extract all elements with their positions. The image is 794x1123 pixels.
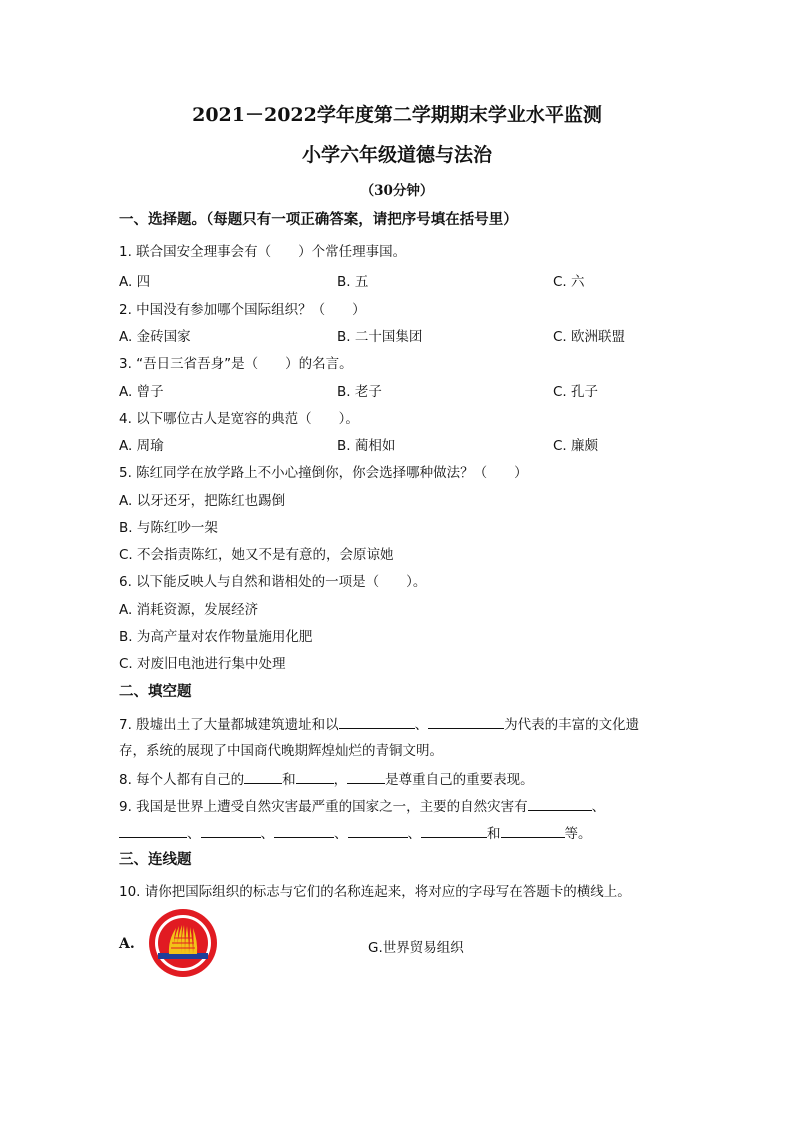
q4-option-b: B. 蔺相如	[337, 438, 396, 454]
question-2: 2. 中国没有参加哪个国际组织？（ ）	[119, 302, 366, 318]
q8-text-4: 是尊重自己的重要表现。	[385, 772, 534, 788]
q8-blank-2[interactable]	[296, 769, 334, 784]
question-5: 5. 陈红同学在放学路上不小心撞倒你，你会选择哪种做法？（ ）	[119, 465, 528, 481]
q9-sep: 、	[187, 826, 201, 842]
question-6: 6. 以下能反映人与自然和谐相处的一项是（ ）。	[119, 574, 427, 590]
q2-option-b: B. 二十国集团	[337, 329, 423, 345]
question-3: 3. “吾日三省吾身”是（ ）的名言。	[119, 356, 353, 372]
section-match: 三、连线题	[119, 852, 192, 868]
exam-duration: （30分钟）	[360, 183, 434, 199]
q3-option-b: B. 老子	[337, 384, 382, 400]
q8-text-2: 和	[282, 772, 296, 788]
exam-subtitle: 小学六年级道德与法治	[301, 144, 492, 166]
q8-text-3: ，	[333, 772, 348, 788]
q8-blank-3[interactable]	[347, 769, 385, 784]
q1-option-a: A. 四	[119, 274, 151, 290]
question-7	[119, 714, 639, 734]
q9-sep: 、	[260, 826, 274, 842]
q4-option-a: A. 周瑜	[119, 438, 164, 454]
q9-sep: 、	[407, 826, 421, 842]
question-7-line-2: 存，系统的展现了中国商代晚期辉煌灿烂的青铜文明。	[119, 743, 443, 759]
question-9-line-2	[119, 823, 592, 843]
q5-option-b: B. 与陈红吵一架	[119, 520, 218, 536]
q8-text-1: 8. 每个人都有自己的	[119, 772, 245, 788]
q9-text-2: 、	[591, 799, 606, 815]
q3-option-a: A. 曾子	[119, 384, 164, 400]
q9-and: 和	[487, 826, 501, 842]
section-choice: 一、选择题。（每题只有一项正确答案，请把序号填在括号里）	[119, 212, 518, 228]
q9-end: 等。	[564, 826, 592, 842]
q8-blank-1[interactable]	[244, 769, 282, 784]
q9-blank-3[interactable]	[201, 823, 261, 838]
question-1: 1. 联合国安全理事会有（ ）个常任理事国。	[119, 244, 407, 260]
q9-blank-4[interactable]	[274, 823, 334, 838]
q9-text-1: 9. 我国是世界上遭受自然灾害最严重的国家之一，主要的自然灾害有	[119, 799, 528, 815]
exam-title: 2021－2022学年度第二学期期末学业水平监测	[192, 104, 602, 126]
q5-option-a: A. 以牙还牙，把陈红也踢倒	[119, 493, 286, 509]
q7-blank-2[interactable]	[428, 714, 504, 729]
q1-option-c: C. 六	[553, 274, 585, 290]
q9-blank-7[interactable]	[501, 823, 565, 838]
q9-blank-2[interactable]	[119, 823, 187, 838]
q4-option-c: C. 廉颇	[553, 438, 599, 454]
q6-option-c: C. 对废旧电池进行集中处理	[119, 656, 286, 672]
q9-blank-5[interactable]	[348, 823, 408, 838]
asean-logo-icon	[146, 908, 220, 978]
q7-text-3: 为代表的丰富的文化遗	[504, 717, 640, 733]
question-8	[119, 769, 534, 789]
q2-option-a: A. 金砖国家	[119, 329, 191, 345]
q7-text-1: 7. 殷墟出土了大量都城建筑遗址和以	[119, 717, 339, 733]
logo-a-label: A.	[119, 936, 135, 952]
q9-sep: 、	[334, 826, 348, 842]
question-10: 10. 请你把国际组织的标志与它们的名称连起来，将对应的字母写在答题卡的横线上。	[119, 884, 631, 900]
org-g-label: G.世界贸易组织	[368, 940, 464, 956]
q7-blank-1[interactable]	[339, 714, 415, 729]
q7-text-2: 、	[414, 717, 429, 733]
q1-option-b: B. 五	[337, 274, 369, 290]
question-9	[119, 796, 605, 816]
q6-option-a: A. 消耗资源，发展经济	[119, 602, 259, 618]
q9-blank-1[interactable]	[528, 796, 592, 811]
q9-blank-6[interactable]	[421, 823, 487, 838]
q5-option-c: C. 不会指责陈红，她又不是有意的，会原谅她	[119, 547, 394, 563]
section-fill: 二、填空题	[119, 684, 192, 700]
q2-option-c: C. 欧洲联盟	[553, 329, 626, 345]
q6-option-b: B. 为高产量对农作物量施用化肥	[119, 629, 313, 645]
question-4: 4. 以下哪位古人是宽容的典范（ ）。	[119, 411, 359, 427]
q3-option-c: C. 孔子	[553, 384, 599, 400]
